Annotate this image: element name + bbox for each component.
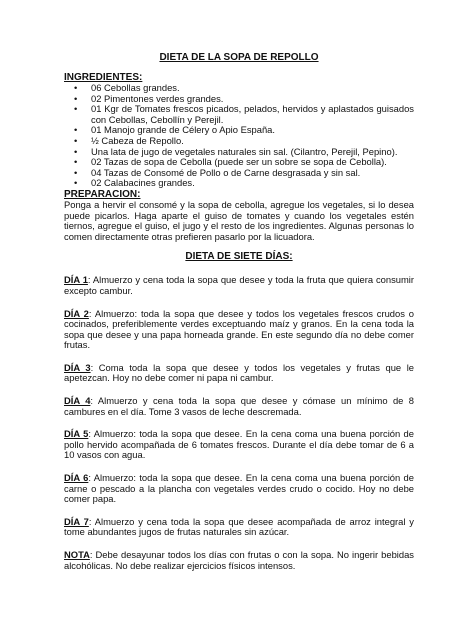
ingredient-item: • 02 Pimentones verdes grandes.: [64, 94, 414, 105]
note-label: NOTA: [64, 549, 90, 560]
ingredient-item: • 06 Cebollas grandes.: [64, 83, 414, 94]
day-paragraph: [64, 275, 414, 296]
day-label: DÍA 5: [64, 428, 89, 440]
ingredient-item: • ½ Cabeza de Repollo.: [64, 136, 414, 147]
day-label: DÍA 4: [64, 395, 91, 407]
ingredient-item: • 01 Manojo grande de Célery o Apio España.: [64, 125, 414, 136]
day-label: DÍA 6: [64, 472, 89, 484]
ingredient-item: • 04 Tazas de Consomé de Pollo o de Carne desgrasada y sin sal.: [64, 168, 414, 179]
day-text: : Almuerzo: toda la sopa que desee. En la cena coma una buena porción de carne o pescado a la plancha con vegetales verdes crudo o cocido. Hoy no debe comer papa.: [64, 472, 414, 505]
note-text: : Debe desayunar todos los días con frutas o con la sopa. No ingerir bebidas alcohólicas. No debe realizar ejercicios físicos intensos.: [64, 549, 414, 571]
document-page: [64, 52, 414, 583]
day-label: DÍA 3: [64, 361, 91, 373]
day-paragraph: [64, 517, 414, 538]
day-paragraph: [64, 396, 414, 417]
day-text: : Coma toda la sopa que desee y todos los vegetales y frutas que le apetezcan. Hoy no debe comer ni papa ni cambur.: [64, 361, 414, 384]
ingredient-item: • Una lata de jugo de vegetales naturales sin sal. (Cilantro, Perejil, Pepino).: [64, 147, 414, 158]
day-text: : Almuerzo y cena toda la sopa que desee y cómase un mínimo de 8 cambures en el día. Tome 3 vasos de leche descremada.: [64, 395, 414, 417]
day-paragraph: [64, 363, 414, 384]
day-label: DÍA 2: [64, 307, 89, 319]
day-text: : Almuerzo: toda la sopa que desee. En la cena coma una buena porción de pollo hervido acompañada de 6 tomates frescos. Durante el día debe tomar de 6 a 10 vasos con agua.: [64, 428, 414, 461]
preparation-heading: PREPARACION:: [64, 188, 141, 200]
ingredients-heading: INGREDIENTES:: [64, 72, 143, 83]
day-label: DÍA 1: [64, 274, 88, 286]
ingredient-item: • 02 Calabacines grandes.: [64, 178, 414, 189]
ingredient-item: • 02 Tazas de sopa de Cebolla (puede ser un sobre se sopa de Cebolla).: [64, 157, 414, 168]
preparation-text: Ponga a hervir el consomé y la sopa de cebolla, agregue los vegetales, si lo desea puede picarlos. Haga aparte el guiso de tomates y cuando los vegetales estén tiernos, agregue el guiso, el jugo y el resto de los ingredientes. Algunas personas lo comen directamente otras prefieren pasarlo por la licuadora.: [64, 198, 414, 242]
day-text: : Almuerzo y cena toda la sopa que desee acompañada de arroz integral y tome abundantes jugos de frutas naturales sin azúcar.: [64, 515, 414, 538]
note-paragraph: [64, 550, 414, 571]
ingredients-list: [64, 83, 414, 189]
day-label: DÍA 7: [64, 515, 89, 527]
seven-day-title: DIETA DE SIETE DÍAS:: [185, 251, 293, 263]
day-text: : Almuerzo y cena toda la sopa que desee y toda la fruta que quiera consumir excepto cambur.: [64, 274, 414, 296]
day-text: : Almuerzo: toda la sopa que desee y todos los vegetales frescos crudos o cocinados, preferiblemente verdes exceptuando maíz y granos. En la cena toda la sopa que desee y una papa horneada grande. En este segundo día no debe comer frutas.: [64, 307, 415, 351]
day-paragraph: [64, 309, 414, 351]
day-paragraph: [64, 429, 414, 461]
ingredient-item: • 01 Kgr de Tomates frescos picados, pelados, hervidos y aplastados guisados con Cebollas, Cebollín y Perejil.: [64, 104, 414, 125]
document-title: DIETA DE LA SOPA DE REPOLLO: [159, 52, 319, 63]
day-paragraph: [64, 473, 414, 505]
